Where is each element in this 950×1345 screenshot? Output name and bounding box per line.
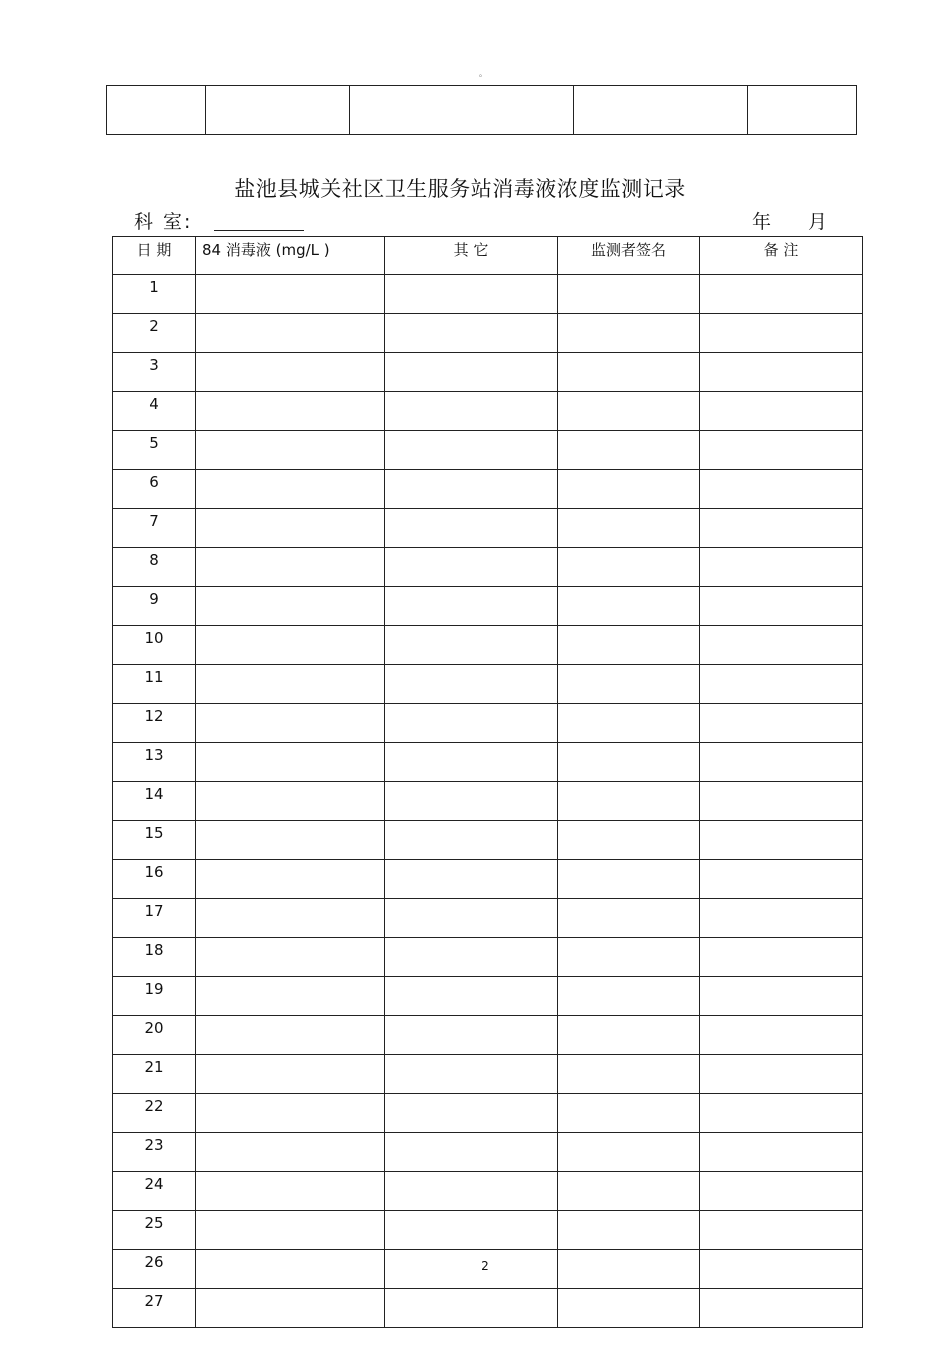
signature-cell[interactable] [558, 899, 700, 938]
signature-cell[interactable] [558, 1016, 700, 1055]
table-row [113, 314, 863, 353]
day-cell: 19 [113, 977, 196, 1016]
day-cell: 6 [113, 470, 196, 509]
concentration-cell[interactable] [196, 665, 385, 704]
table-row [113, 782, 863, 821]
signature-cell[interactable] [558, 431, 700, 470]
signature-cell[interactable] [558, 548, 700, 587]
day-cell: 21 [113, 1055, 196, 1094]
signature-cell[interactable] [558, 314, 700, 353]
header-84-disinfectant: 84 消毒液 (mg/L ) [196, 237, 385, 275]
day-cell: 23 [113, 1133, 196, 1172]
remarks-cell[interactable] [700, 1172, 863, 1211]
table-row [113, 977, 863, 1016]
remarks-cell[interactable] [700, 470, 863, 509]
table-row [113, 899, 863, 938]
concentration-cell[interactable] [196, 704, 385, 743]
month-label: 月 [808, 211, 828, 233]
concentration-cell[interactable] [196, 977, 385, 1016]
table-row [113, 392, 863, 431]
other-cell[interactable] [385, 1211, 558, 1250]
day-cell: 11 [113, 665, 196, 704]
day-cell: 15 [113, 821, 196, 860]
header-mark: 。 [479, 69, 487, 78]
other-cell[interactable] [385, 587, 558, 626]
day-cell: 3 [113, 353, 196, 392]
signature-cell[interactable] [558, 1211, 700, 1250]
other-cell[interactable] [385, 860, 558, 899]
day-cell: 4 [113, 392, 196, 431]
other-cell[interactable] [385, 1172, 558, 1211]
header-date: 日 期 [113, 237, 196, 275]
concentration-cell[interactable] [196, 899, 385, 938]
other-cell[interactable] [385, 392, 558, 431]
monitoring-table [112, 236, 863, 1328]
signature-cell[interactable] [558, 470, 700, 509]
other-cell[interactable] [385, 626, 558, 665]
table-row [113, 665, 863, 704]
other-cell[interactable] [385, 782, 558, 821]
signature-cell[interactable] [558, 977, 700, 1016]
concentration-cell[interactable] [196, 938, 385, 977]
concentration-cell[interactable] [196, 1250, 385, 1289]
other-cell[interactable] [385, 1289, 558, 1328]
day-cell: 16 [113, 860, 196, 899]
day-cell: 8 [113, 548, 196, 587]
table-cell[interactable] [748, 86, 857, 135]
table-row [113, 1055, 863, 1094]
other-cell[interactable] [385, 938, 558, 977]
page-number: 2 [481, 1259, 489, 1273]
remarks-cell[interactable] [700, 977, 863, 1016]
table-row [113, 353, 863, 392]
signature-cell[interactable] [558, 275, 700, 314]
day-cell: 24 [113, 1172, 196, 1211]
table-row [113, 431, 863, 470]
signature-cell[interactable] [558, 392, 700, 431]
remarks-cell[interactable] [700, 1211, 863, 1250]
concentration-cell[interactable] [196, 392, 385, 431]
table-row [113, 743, 863, 782]
table-row [113, 1211, 863, 1250]
concentration-cell[interactable] [196, 431, 385, 470]
day-cell: 12 [113, 704, 196, 743]
remarks-cell[interactable] [700, 548, 863, 587]
remarks-cell[interactable] [700, 782, 863, 821]
concentration-cell[interactable] [196, 509, 385, 548]
day-cell: 1 [113, 275, 196, 314]
remarks-cell[interactable] [700, 314, 863, 353]
remarks-cell[interactable] [700, 1250, 863, 1289]
signature-cell[interactable] [558, 626, 700, 665]
other-cell[interactable] [385, 1094, 558, 1133]
remarks-cell[interactable] [700, 1016, 863, 1055]
remarks-cell[interactable] [700, 275, 863, 314]
concentration-cell[interactable] [196, 1016, 385, 1055]
remarks-cell[interactable] [700, 626, 863, 665]
concentration-cell[interactable] [196, 782, 385, 821]
concentration-cell[interactable] [196, 353, 385, 392]
table-row [113, 860, 863, 899]
remarks-cell[interactable] [700, 821, 863, 860]
table-row [113, 587, 863, 626]
year-label: 年 [752, 211, 772, 233]
header-monitor-signature: 监测者签名 [558, 237, 700, 275]
signature-cell[interactable] [558, 1250, 700, 1289]
department-field[interactable] [214, 210, 304, 231]
concentration-cell[interactable] [196, 314, 385, 353]
signature-cell[interactable] [558, 1172, 700, 1211]
other-cell[interactable] [385, 509, 558, 548]
other-cell[interactable] [385, 431, 558, 470]
concentration-cell[interactable] [196, 1211, 385, 1250]
day-cell: 25 [113, 1211, 196, 1250]
previous-table-tail [106, 85, 857, 135]
concentration-cell[interactable] [196, 548, 385, 587]
day-cell: 10 [113, 626, 196, 665]
table-header-row [113, 237, 863, 275]
signature-cell[interactable] [558, 938, 700, 977]
signature-cell[interactable] [558, 353, 700, 392]
signature-cell[interactable] [558, 1289, 700, 1328]
concentration-cell[interactable] [196, 1094, 385, 1133]
signature-cell[interactable] [558, 587, 700, 626]
table-row [113, 1016, 863, 1055]
table-cell[interactable] [350, 86, 574, 135]
day-cell: 20 [113, 1016, 196, 1055]
concentration-cell[interactable] [196, 275, 385, 314]
table-cell[interactable] [206, 86, 350, 135]
day-cell: 7 [113, 509, 196, 548]
other-cell[interactable] [385, 275, 558, 314]
department-label: 科 室: [134, 211, 193, 233]
table-row [107, 86, 857, 135]
day-cell: 9 [113, 587, 196, 626]
concentration-cell[interactable] [196, 743, 385, 782]
remarks-cell[interactable] [700, 431, 863, 470]
header-other: 其 它 [385, 237, 558, 275]
table-row [113, 626, 863, 665]
day-cell: 14 [113, 782, 196, 821]
concentration-cell[interactable] [196, 587, 385, 626]
other-cell[interactable] [385, 470, 558, 509]
table-cell[interactable] [107, 86, 206, 135]
other-cell[interactable] [385, 1055, 558, 1094]
signature-cell[interactable] [558, 782, 700, 821]
remarks-cell[interactable] [700, 392, 863, 431]
concentration-cell[interactable] [196, 821, 385, 860]
remarks-cell[interactable] [700, 1133, 863, 1172]
remarks-cell[interactable] [700, 860, 863, 899]
table-cell[interactable] [574, 86, 748, 135]
other-cell[interactable] [385, 665, 558, 704]
other-cell[interactable] [385, 314, 558, 353]
remarks-cell[interactable] [700, 1289, 863, 1328]
other-cell[interactable] [385, 977, 558, 1016]
day-cell: 2 [113, 314, 196, 353]
signature-cell[interactable] [558, 1055, 700, 1094]
table-row [113, 1094, 863, 1133]
concentration-cell[interactable] [196, 470, 385, 509]
remarks-cell[interactable] [700, 665, 863, 704]
other-cell[interactable] [385, 821, 558, 860]
table-row [113, 275, 863, 314]
concentration-cell[interactable] [196, 860, 385, 899]
table-body [113, 275, 863, 1328]
day-cell: 17 [113, 899, 196, 938]
other-cell[interactable] [385, 1133, 558, 1172]
concentration-cell[interactable] [196, 1172, 385, 1211]
concentration-cell[interactable] [196, 626, 385, 665]
page-title: 盐池县城关社区卫生服务站消毒液浓度监测记录 [234, 177, 686, 201]
other-cell[interactable] [385, 743, 558, 782]
remarks-cell[interactable] [700, 353, 863, 392]
other-cell[interactable] [385, 1016, 558, 1055]
other-cell[interactable] [385, 548, 558, 587]
table-row [113, 1172, 863, 1211]
remarks-cell[interactable] [700, 509, 863, 548]
table-row [113, 548, 863, 587]
remarks-cell[interactable] [700, 587, 863, 626]
other-cell[interactable] [385, 353, 558, 392]
table-row [113, 1133, 863, 1172]
table-row [113, 704, 863, 743]
signature-cell[interactable] [558, 509, 700, 548]
concentration-cell[interactable] [196, 1055, 385, 1094]
table-row [113, 470, 863, 509]
day-cell: 26 [113, 1250, 196, 1289]
day-cell: 13 [113, 743, 196, 782]
signature-cell[interactable] [558, 860, 700, 899]
remarks-cell[interactable] [700, 704, 863, 743]
concentration-cell[interactable] [196, 1133, 385, 1172]
table-row [113, 938, 863, 977]
day-cell: 5 [113, 431, 196, 470]
signature-cell[interactable] [558, 743, 700, 782]
concentration-cell[interactable] [196, 1289, 385, 1328]
day-cell: 18 [113, 938, 196, 977]
remarks-cell[interactable] [700, 1055, 863, 1094]
table-row [113, 1289, 863, 1328]
signature-cell[interactable] [558, 1133, 700, 1172]
day-cell: 22 [113, 1094, 196, 1133]
day-cell: 27 [113, 1289, 196, 1328]
remarks-cell[interactable] [700, 899, 863, 938]
signature-cell[interactable] [558, 1094, 700, 1133]
signature-cell[interactable] [558, 665, 700, 704]
remarks-cell[interactable] [700, 743, 863, 782]
other-cell[interactable] [385, 899, 558, 938]
remarks-cell[interactable] [700, 1094, 863, 1133]
other-cell[interactable] [385, 704, 558, 743]
remarks-cell[interactable] [700, 938, 863, 977]
signature-cell[interactable] [558, 704, 700, 743]
table-row [113, 821, 863, 860]
signature-cell[interactable] [558, 821, 700, 860]
header-remarks: 备 注 [700, 237, 863, 275]
table-row [113, 509, 863, 548]
